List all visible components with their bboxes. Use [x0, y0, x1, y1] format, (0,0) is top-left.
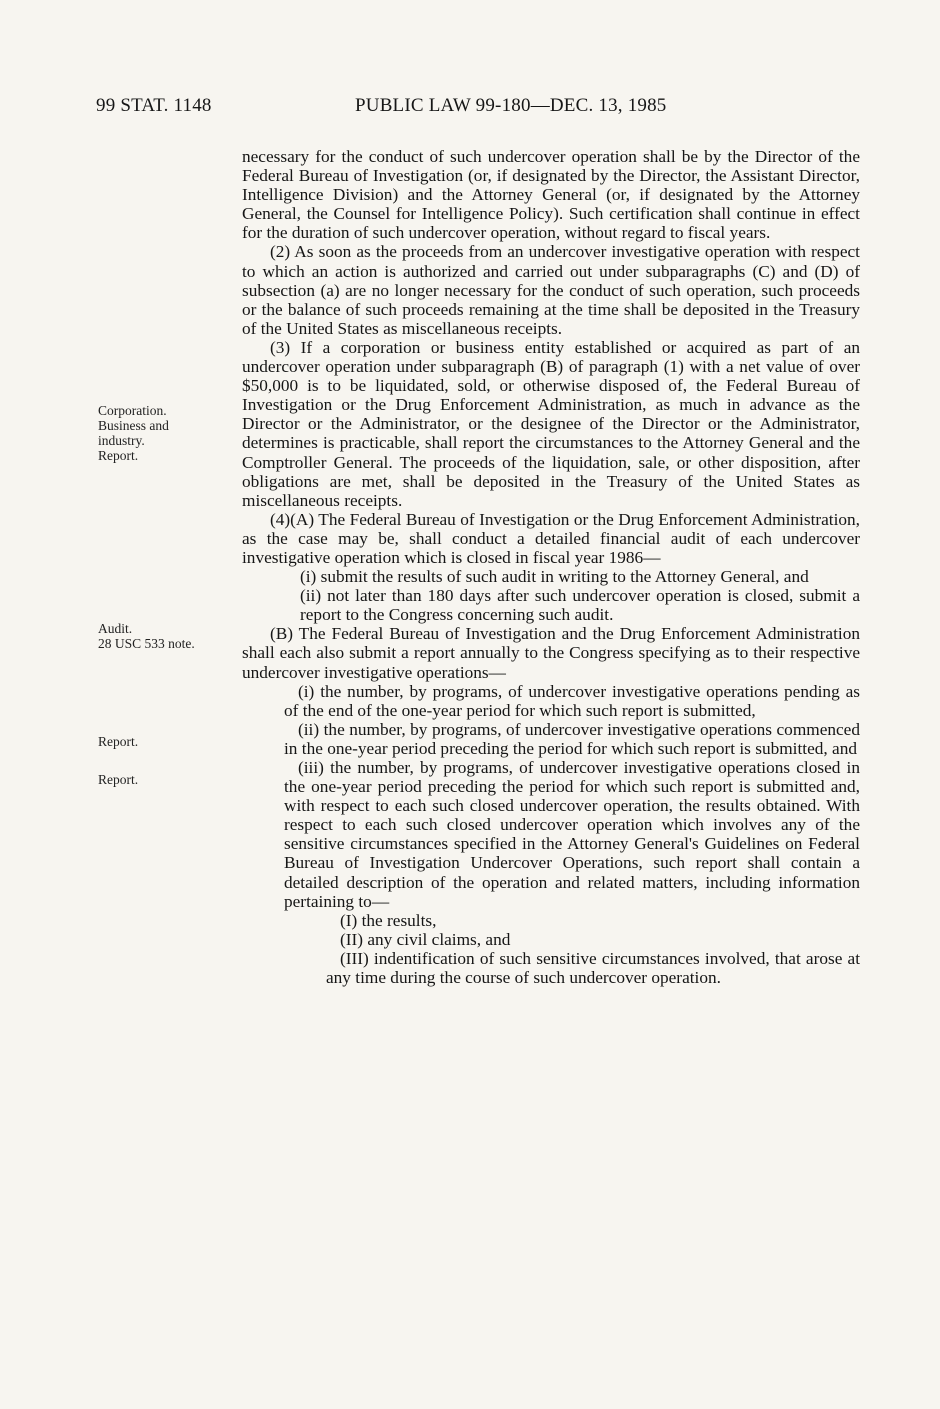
body-text [242, 147, 860, 987]
paragraph-3: (3) If a corporation or business entity established or acquired as part of an undercover operation under subparagraph (B) of paragraph (1) with a net value of over $50,000 is to be liquidated, sold, or otherwise disposed of, the Federal Bureau of Investigation or the Drug Enforcement Administration, as much in advance as the Director or the Administrator, or the designee of the Director or the Administrator, determines is practicable, shall report the circumstances to the Attorney General and the Comptroller General. The proceeds of the liquidation, sale, or other disposition, after obligations are met, shall be deposited in the Treasury of the United States as miscellaneous receipts. [242, 337, 860, 510]
clause-4a-ii: (ii) not later than 180 days after such undercover operation is closed, submit a report to the Congress concerning such audit. [300, 586, 860, 625]
clause-4b-iii: (iii) the number, by programs, of undercover investigative operations closed in the one-year period preceding the period for which such report is submitted and, with respect to each such closed undercover operation, the results obtained. With respect to each such closed undercover operation which involves any of the sensitive circumstances specified in the Attorney General's Guidelines on Federal Bureau of Investigation Undercover Operations, such report shall contain a detailed description of the operation and related matters, including information pertaining to— [284, 758, 860, 911]
paragraph-continuation: necessary for the conduct of such undercover operation shall be by the Director of the Federal Bureau of Investigation (or, if designated by the Director, the Assistant Director, Intelligence Division) and the Attorney General (or, if designated by the Attorney General, the Counsel for Intelligence Policy). Such certification shall continue in effect for the duration of such undercover operation, without regard to fiscal years. [242, 147, 860, 243]
clause-4b-i: (i) the number, by programs, of undercover investigative operations pending as of the end of the one-year period for which such report is submitted, [284, 681, 860, 720]
subclause-II: (II) any civil claims, and [340, 929, 511, 949]
law-title: PUBLIC LAW 99-180—DEC. 13, 1985 [355, 95, 667, 116]
page-number: 99 STAT. 1148 [96, 95, 212, 116]
clause-4a-i: (i) submit the results of such audit in writing to the Attorney General, and [300, 567, 809, 587]
margin-note-report-1: Report. [98, 734, 139, 749]
paragraph-2: (2) As soon as the proceeds from an undercover investigative operation with respect to which an action is authorized and carried out under subparagraphs (C) and (D) of subsection (a) are no longer necessary for the conduct of such operation, such proceeds or the balance of such proceeds remaining at the time shall be deposited in the Treasury of the United States as miscellaneous receipts. [242, 242, 860, 338]
subclause-I: (I) the results, [340, 910, 437, 930]
margin-note-corporation: Corporation. Business and industry. Report. [98, 403, 169, 463]
margin-note-report-2: Report. [98, 772, 139, 787]
page-header [96, 95, 860, 125]
margin-note-audit: Audit. 28 USC 533 note. [98, 621, 195, 651]
clause-4b-ii: (ii) the number, by programs, of undercover investigative operations commenced in the one-year period preceding the period for which such report is submitted, and [284, 719, 860, 758]
paragraph-4b: (B) The Federal Bureau of Investigation and the Drug Enforcement Administration shall each also submit a report annually to the Congress specifying as to their respective undercover investigative operations— [242, 624, 860, 682]
subclause-III: (III) indentification of such sensitive circumstances involved, that arose at any time during the course of such undercover operation. [326, 948, 860, 988]
paragraph-4a: (4)(A) The Federal Bureau of Investigation or the Drug Enforcement Administration, as the case may be, shall conduct a detailed financial audit of each undercover investigative operation which is closed in fiscal year 1986— [242, 509, 860, 567]
